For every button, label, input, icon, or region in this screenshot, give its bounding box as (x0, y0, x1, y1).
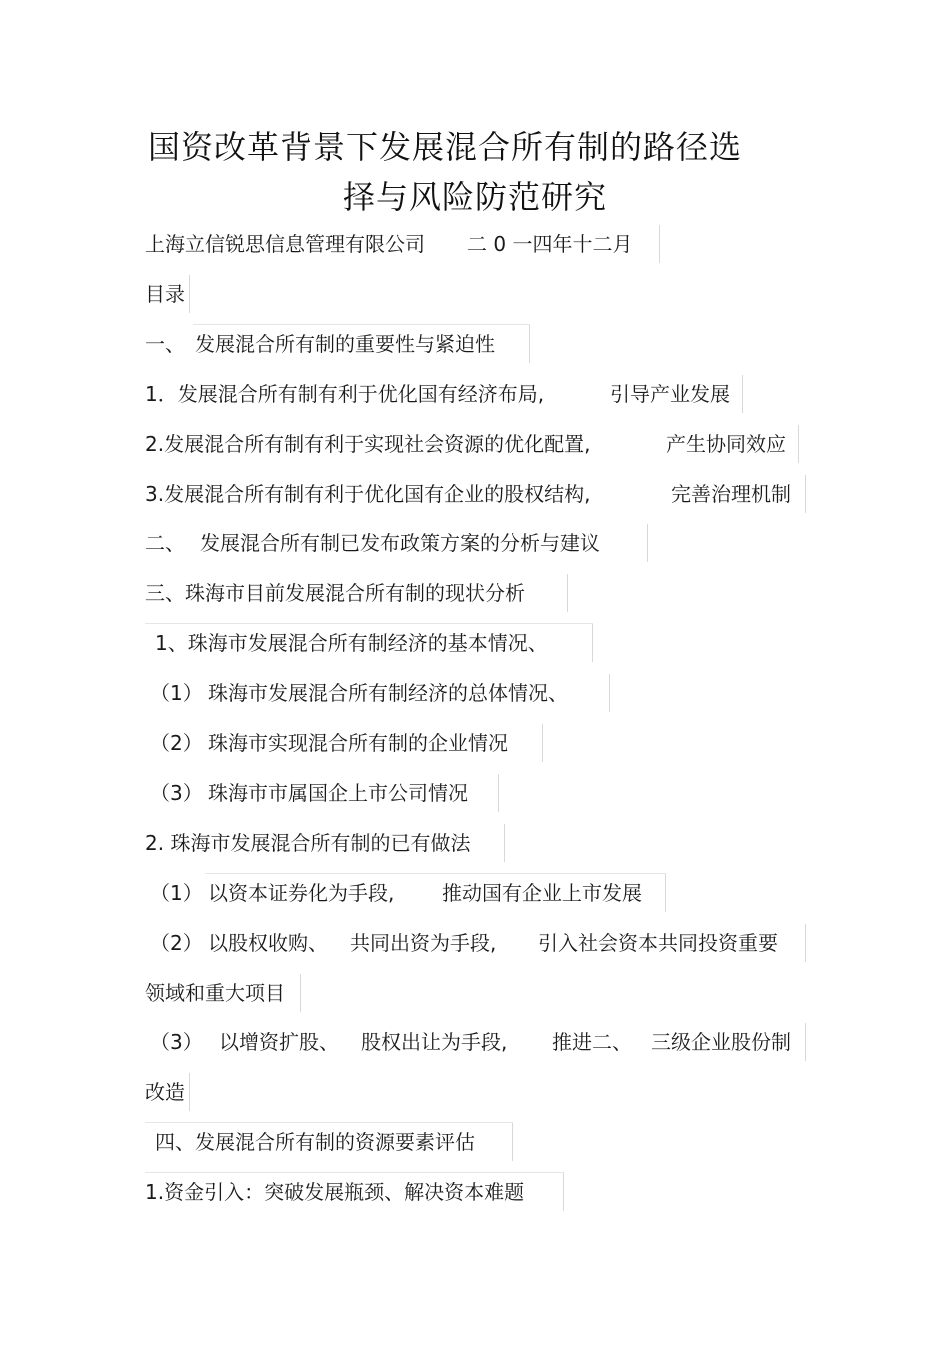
toc-item-text: 推进二、 (552, 1030, 632, 1054)
toc-item-text: 1、珠海市发展混合所有制经济的基本情况、 (155, 631, 548, 655)
toc-item (145, 624, 593, 662)
toc-item-text: 2. 珠海市发展混合所有制的已有做法 (145, 831, 471, 855)
toc-item-number: （2） (150, 931, 203, 955)
toc-item (145, 325, 530, 363)
toc-item (145, 924, 806, 962)
toc-item-text: 珠海市市属国企上市公司情况 (208, 781, 468, 805)
toc-item-number: （1） (150, 681, 203, 705)
toc-item-text: 2.发展混合所有制有利于实现社会资源的优化配置, (145, 432, 591, 456)
toc-item-number: 二、 (145, 531, 185, 555)
toc-item (145, 1123, 513, 1161)
toc-item-text: 引导产业发展 (610, 382, 730, 406)
toc-heading-text: 目录 (145, 282, 185, 306)
toc-item (145, 1023, 806, 1061)
document-title-line-2: 择与风险防范研究 (342, 178, 607, 216)
toc-item-text: 产生协同效应 (666, 432, 786, 456)
toc-item-text: 以资本证券化为手段, (208, 881, 395, 905)
toc-item-text: 珠海市实现混合所有制的企业情况 (208, 731, 508, 755)
toc-item-number: （1） (150, 881, 203, 905)
toc-item-text: 1．发展混合所有制有利于优化国有经济布局, (145, 382, 545, 406)
toc-item (145, 375, 743, 413)
document-title-line-1: 国资改革背景下发展混合所有制的路径选 (147, 128, 742, 166)
toc-item-number: （3） (150, 781, 203, 805)
toc-item-text: 3.发展混合所有制有利于优化国有企业的股权结构, (145, 482, 591, 506)
toc-item (145, 724, 543, 762)
toc-item-text: 股权出让为手段, (361, 1030, 508, 1054)
toc-item-text: 1.资金引入：突破发展瓶颈、解决资本难题 (145, 1180, 525, 1204)
author-line (145, 225, 660, 263)
toc-item-text: 完善治理机制 (671, 482, 791, 506)
toc-item (145, 475, 806, 513)
toc-item-number: 一、 (145, 332, 185, 356)
toc-item-text: 四、发展混合所有制的资源要素评估 (155, 1130, 475, 1154)
company-name: 上海立信锐思信息管理有限公司 (145, 232, 425, 256)
toc-item-text: 以增资扩股、 (219, 1030, 339, 1054)
toc-item (145, 824, 505, 862)
toc-item-text: 发展混合所有制的重要性与紧迫性 (195, 332, 495, 356)
toc-item (145, 674, 610, 712)
toc-item-text: 改造 (145, 1080, 185, 1104)
toc-item-continued (145, 974, 301, 1012)
toc-heading (145, 275, 190, 313)
toc-item-number: （2） (150, 731, 203, 755)
toc-item (145, 774, 499, 812)
toc-item-text: 珠海市发展混合所有制经济的总体情况、 (208, 681, 568, 705)
toc-item (145, 574, 568, 612)
toc-item-text: 发展混合所有制已发布政策方案的分析与建议 (200, 531, 600, 555)
toc-item-number: （3） (150, 1030, 203, 1054)
toc-item-text: 共同出资为手段, (350, 931, 497, 955)
document-date: 二 0 一四年十二月 (467, 232, 633, 256)
toc-item-text: 引入社会资本共同投资重要 (538, 931, 778, 955)
toc-item (145, 874, 666, 912)
toc-item-text: 以股权收购、 (208, 931, 328, 955)
toc-item-text: 领域和重大项目 (145, 981, 285, 1005)
toc-item (145, 425, 799, 463)
toc-item-text: 三、珠海市目前发展混合所有制的现状分析 (145, 581, 525, 605)
toc-item-text: 推动国有企业上市发展 (442, 881, 642, 905)
toc-item (145, 524, 648, 562)
toc-item-continued (145, 1073, 190, 1111)
toc-item (145, 1173, 564, 1211)
toc-item-text: 三级企业股份制 (651, 1030, 791, 1054)
